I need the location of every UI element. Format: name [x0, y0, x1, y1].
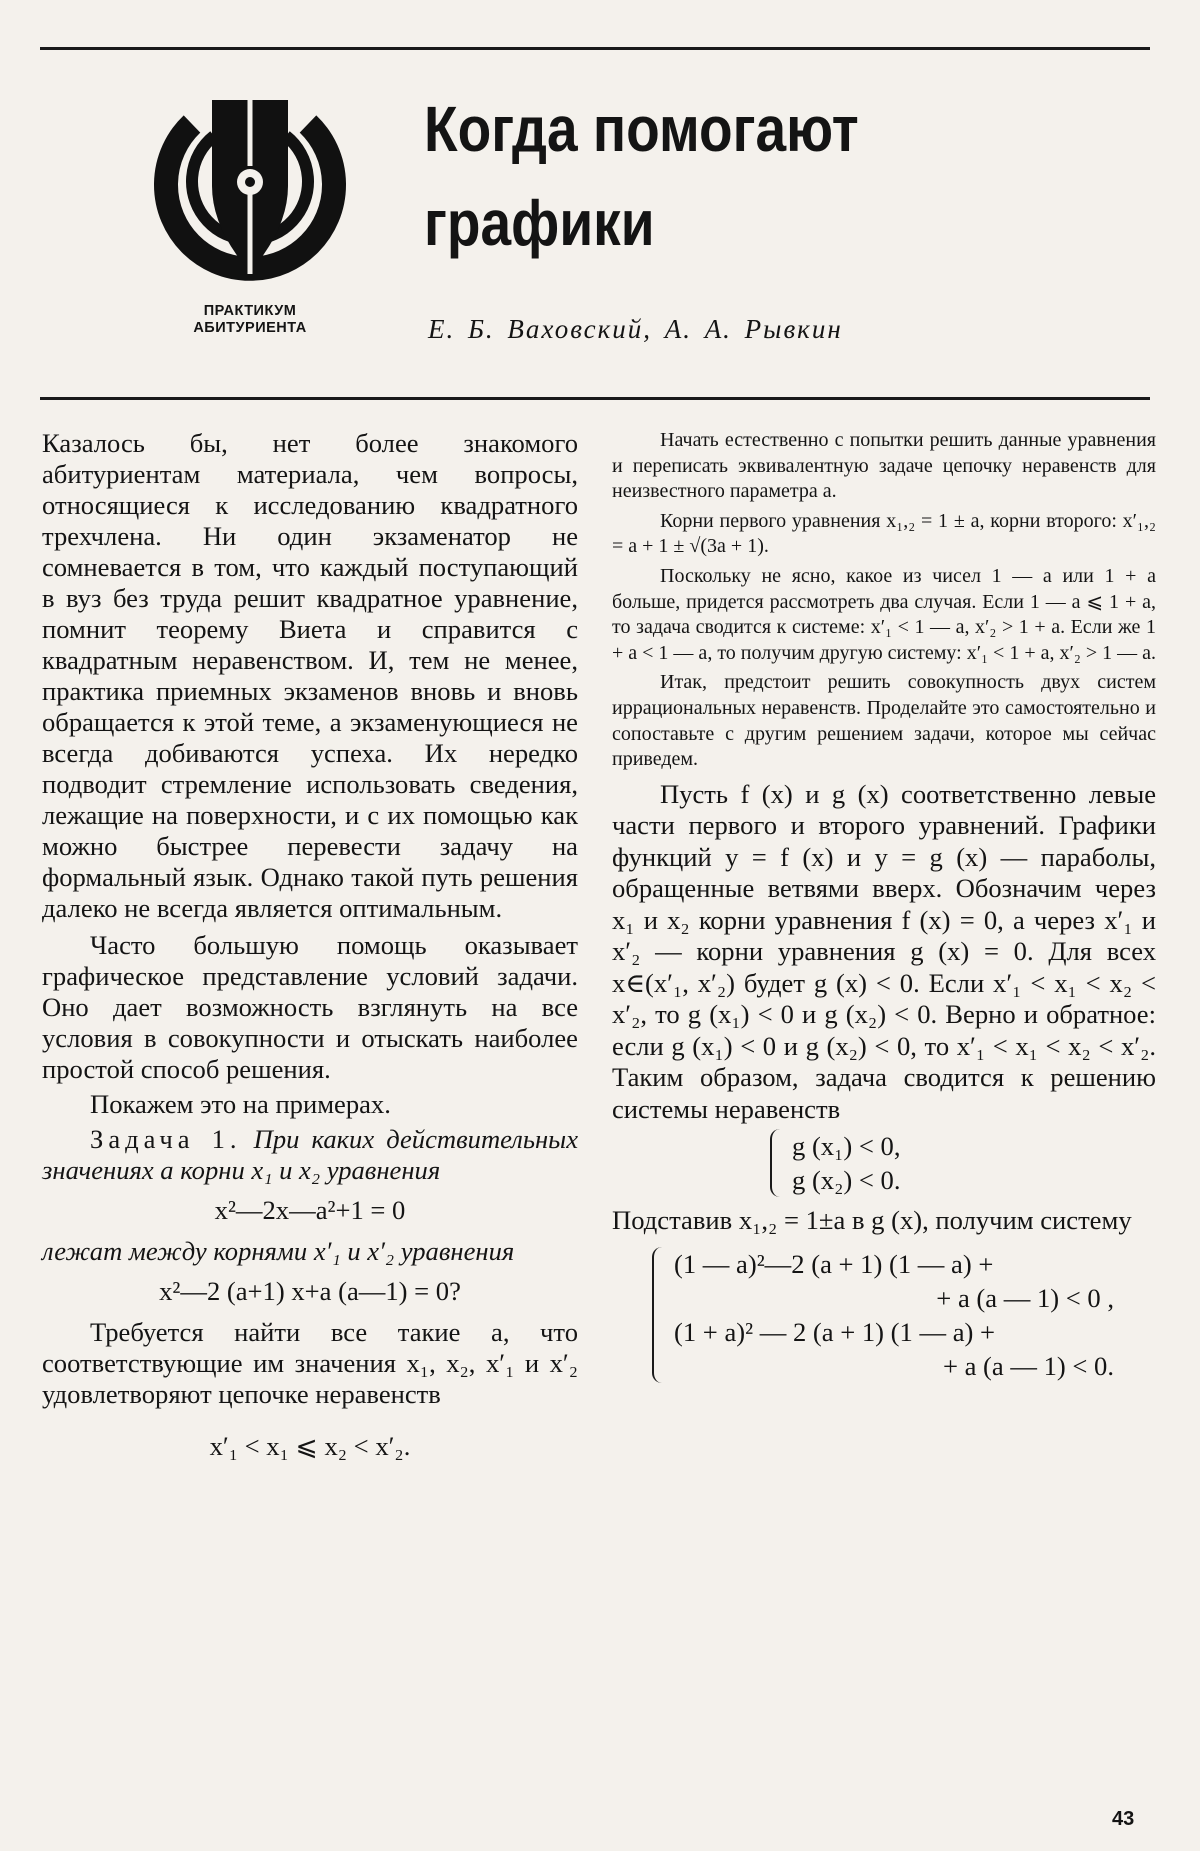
system-2: [652, 1247, 1156, 1383]
paragraph-graphical: Часто большую помощь оказывает графическое представление условий задачи. Оно дает возможность взглянуть на все условия в совокупности и отыскать наиболее простой способ решения.: [42, 930, 578, 1084]
practicum-logo-icon: [150, 100, 350, 300]
paragraph-start: Начать естественно с попытки решить данные уравнения и переписать эквивалентную задаче цепочку неравенств для неизвестного параметра a.: [612, 429, 1156, 503]
right-column: [612, 428, 1156, 1391]
task-label: Задача 1.: [90, 1124, 242, 1154]
inequality-chain: x′₁ < x₁ ⩽ x₂ < x′₂.: [209, 1431, 411, 1461]
title-line2: графики: [424, 187, 655, 259]
header-rule: [40, 397, 1150, 400]
paragraph-substitute: Подставив x₁,₂ = 1±a в g (x), получим систему: [612, 1205, 1132, 1236]
page-number: 43: [1112, 1808, 1135, 1830]
task-text-2: лежат между корнями x′₁ и x′₂ уравнения: [42, 1236, 515, 1266]
paragraph-so: Итак, предстоит решить совокупность двух систем иррациональных неравенств. Проделайте это самостоятельно и сопоставьте с другим решением задачи, которое мы сейчас приведем.: [612, 671, 1156, 771]
title-line1: Когда помогают: [424, 93, 859, 165]
system-2-brace: [652, 1247, 666, 1383]
article-title: [424, 82, 940, 270]
system-2-row-4: + a (a — 1) < 0.: [942, 1350, 1114, 1381]
top-rule: [40, 47, 1150, 50]
system-1-row-1: g (x₁) < 0,: [792, 1131, 901, 1162]
system-2-row-1: (1 — a)²—2 (a + 1) (1 — a) +: [674, 1248, 994, 1279]
equation-1: x²—2x—a²+1 = 0: [214, 1195, 406, 1225]
system-2-row-2: + a (a — 1) < 0 ,: [936, 1282, 1114, 1313]
logo-caption-line1: ПРАКТИКУМ: [203, 303, 297, 319]
equation-2: x²—2 (a+1) x+a (a—1) = 0?: [159, 1276, 461, 1306]
paragraph-cases: Поскольку не ясно, какое из чисел 1 — a или 1 + a больше, придется рассмотреть два случая. Если 1 — a ⩽ 1 + a, то задача сводится к системе: x′₁ < 1 — a, x′₂ > 1 + a. Если же 1 + a < 1 — a, то получим другую систему: x′₁ < 1 + a, x′₂ > 1 — a.: [612, 564, 1156, 664]
system-1-brace: [770, 1129, 784, 1197]
system-1: [770, 1129, 1156, 1197]
paragraph-intro: Казалось бы, нет более знакомого абитуриентам материала, чем вопросы, относящиеся к исследованию квадратного трехчлена. Ни один экзаменатор не сомневается в том, что каждый поступающий в вуз без труда решит квадратное уравнение, помнит теорему Виета и справится с квадратным неравенством. И, тем не менее, практика приемных экзаменов вновь и вновь обращается к этой теме, а экзаменующиеся не всегда добиваются успеха. Их нередко подводит стремление использовать сведения, лежащие на поверхности, и с их помощью как можно быстрее перевести задачу на формальный язык. Однако такой путь решения далеко не всегда является оптимальным.: [42, 428, 578, 923]
paragraph-examples: Покажем это на примерах.: [90, 1089, 391, 1119]
logo-caption-line2: АБИТУРИЕНТА: [193, 320, 307, 336]
task-1-statement: [42, 1124, 578, 1186]
system-2-row-3: (1 + a)² — 2 (a + 1) (1 — a) +: [674, 1316, 996, 1347]
authors: Е. Б. Ваховский, А. А. Рывкин: [428, 314, 843, 344]
left-column: [42, 428, 578, 1472]
task-text: При каких действительных значениях a корни x₁ и x₂ уравнения: [42, 1124, 578, 1185]
paragraph-let: Пусть f (x) и g (x) соответственно левые части первого и второго уравнений. Графики функций y = f (x) и y = g (x) — параболы, обращенные ветвями вверх. Обозначим через x₁ и x₂ корни уравнения f (x) = 0, а через x′₁ и x′₂ — корни уравнения g (x) = 0. Для всех x∈(x′₁, x′₂) будет g (x) < 0. Если x′₁ < x₁ < x₂ < x′₂, то g (x₁) < 0 и g (x₂) < 0. Верно и обратное: если g (x₁) < 0 и g (x₂) < 0, то x′₁ < x₁ < x₂ < x′₂. Таким образом, задача сводится к решению системы неравенств: [612, 778, 1156, 1124]
paragraph-requirement: Требуется найти все такие a, что соответствующие им значения x₁, x₂, x′₁ и x′₂ удовлетворяют цепочке неравенств: [42, 1317, 578, 1409]
logo-caption: [150, 303, 350, 337]
paragraph-roots: Корни первого уравнения x₁,₂ = 1 ± a, корни второго: x′₁,₂ = a + 1 ± √(3a + 1).: [612, 509, 1156, 558]
system-1-row-2: g (x₂) < 0.: [792, 1165, 901, 1196]
